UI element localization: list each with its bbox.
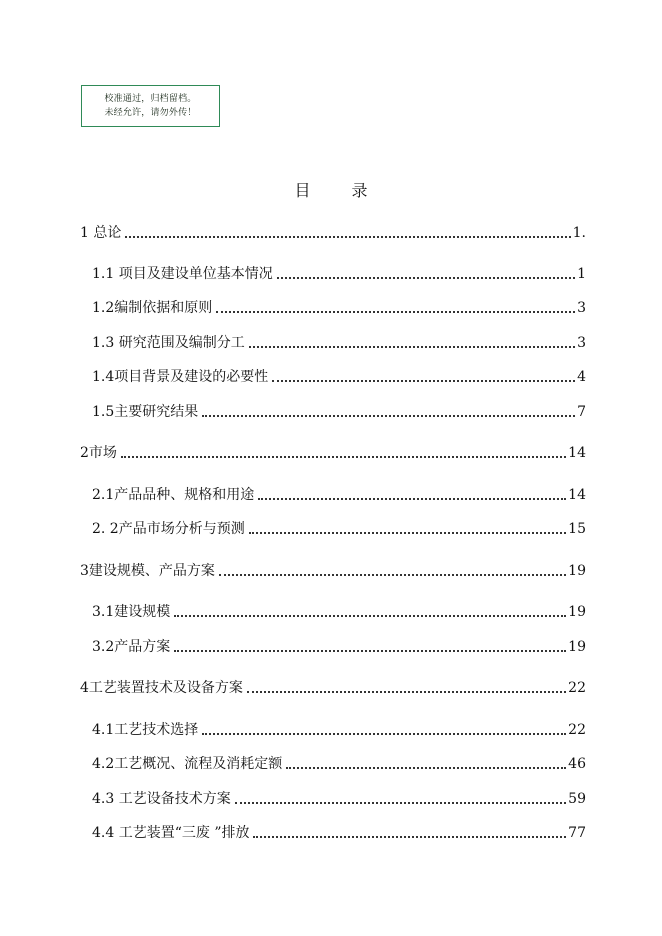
toc-entry[interactable] [92,719,586,739]
toc-leader-dots [235,802,566,804]
toc-leader-dots [258,498,566,500]
toc-entry[interactable] [92,788,586,808]
toc-entry-page: 59 [568,791,586,807]
toc-leader-dots [202,415,575,417]
toc-entry-page: 19 [568,604,586,620]
toc-title: 目 录 [294,181,386,200]
toc-entry[interactable] [80,677,586,697]
toc-entry-page: 1 [577,266,586,282]
toc-entry-label: 1.5主要研究结果 [92,404,199,420]
toc-entry-page: 3 [577,300,586,316]
toc-leader-dots [286,767,566,769]
toc-entry-label: 1.2编制依据和原则 [92,300,213,316]
toc-entry[interactable] [80,560,586,580]
toc-entry[interactable] [92,366,586,386]
toc-entry-label: 1 总论 [80,225,122,241]
toc-leader-dots [219,574,566,576]
toc-entry-page: 46 [568,756,586,772]
toc-leader-dots [216,311,575,313]
toc-leader-dots [125,236,570,238]
toc-leader-dots [247,691,566,693]
toc-entry-page: 19 [568,563,586,579]
toc-entry-page: 22 [568,680,586,696]
toc-leader-dots [121,456,566,458]
toc-entry-page: 1. [572,225,586,241]
toc-entry-page: 77 [568,825,586,841]
toc-entry-label: 4.3 工艺设备技术方案 [92,791,231,807]
toc-entry[interactable] [80,442,586,462]
toc-entry-label: 3.2产品方案 [92,639,171,655]
toc-leader-dots [202,733,566,735]
toc-entry-label: 1.3 研究范围及编制分工 [92,335,245,351]
toc-entry-label: 1.4项目背景及建设的必要性 [92,369,269,385]
toc-entry-page: 7 [577,404,586,420]
toc-entry-page: 3 [577,335,586,351]
toc-entry[interactable] [92,401,586,421]
toc-entry-label: 4.1工艺技术选择 [92,722,199,738]
toc-entry-label: 2市场 [80,445,117,461]
toc-leader-dots [253,836,566,838]
toc-entry-label: 3.1建设规模 [92,604,171,620]
toc-entry-page: 19 [568,639,586,655]
toc-entry-label: 1.1 项目及建设单位基本情况 [92,266,273,282]
toc-leader-dots [249,532,566,534]
toc-entry[interactable] [92,822,586,842]
toc-leader-dots [277,277,575,279]
stamp-line-2: 未经允许，请勿外传！ [104,107,197,118]
toc-leader-dots [174,615,566,617]
toc-entry-label: 2. 2产品市场分析与预测 [92,521,245,537]
toc-entry-label: 4.4 工艺装置“三废 ”排放 [92,825,250,841]
toc-entry[interactable] [80,222,586,242]
toc-entry[interactable] [92,518,586,538]
toc-entry[interactable] [92,332,586,352]
toc-entry-page: 14 [568,445,586,461]
toc-leader-dots [272,380,575,382]
toc-entry-page: 4 [577,369,586,385]
toc-entry-page: 22 [568,722,586,738]
toc-entry[interactable] [92,263,586,283]
stamp-line-1: 校准通过，归档留档。 [104,93,197,104]
toc-entry-label: 4工艺装置技术及设备方案 [80,680,243,696]
toc-entry-label: 2.1产品品种、规格和用途 [92,487,255,503]
toc-entry-page: 15 [568,521,586,537]
toc-entry-label: 3建设规模、产品方案 [80,563,215,579]
toc-entry[interactable] [92,601,586,621]
toc-entry[interactable] [92,297,586,317]
toc-leader-dots [249,346,575,348]
toc-entry-page: 14 [568,487,586,503]
toc-entry[interactable] [92,484,586,504]
toc-entry[interactable] [92,636,586,656]
toc-entry-label: 4.2工艺概况、流程及消耗定额 [92,756,283,772]
toc-entry[interactable] [92,753,586,773]
toc-leader-dots [174,650,566,652]
